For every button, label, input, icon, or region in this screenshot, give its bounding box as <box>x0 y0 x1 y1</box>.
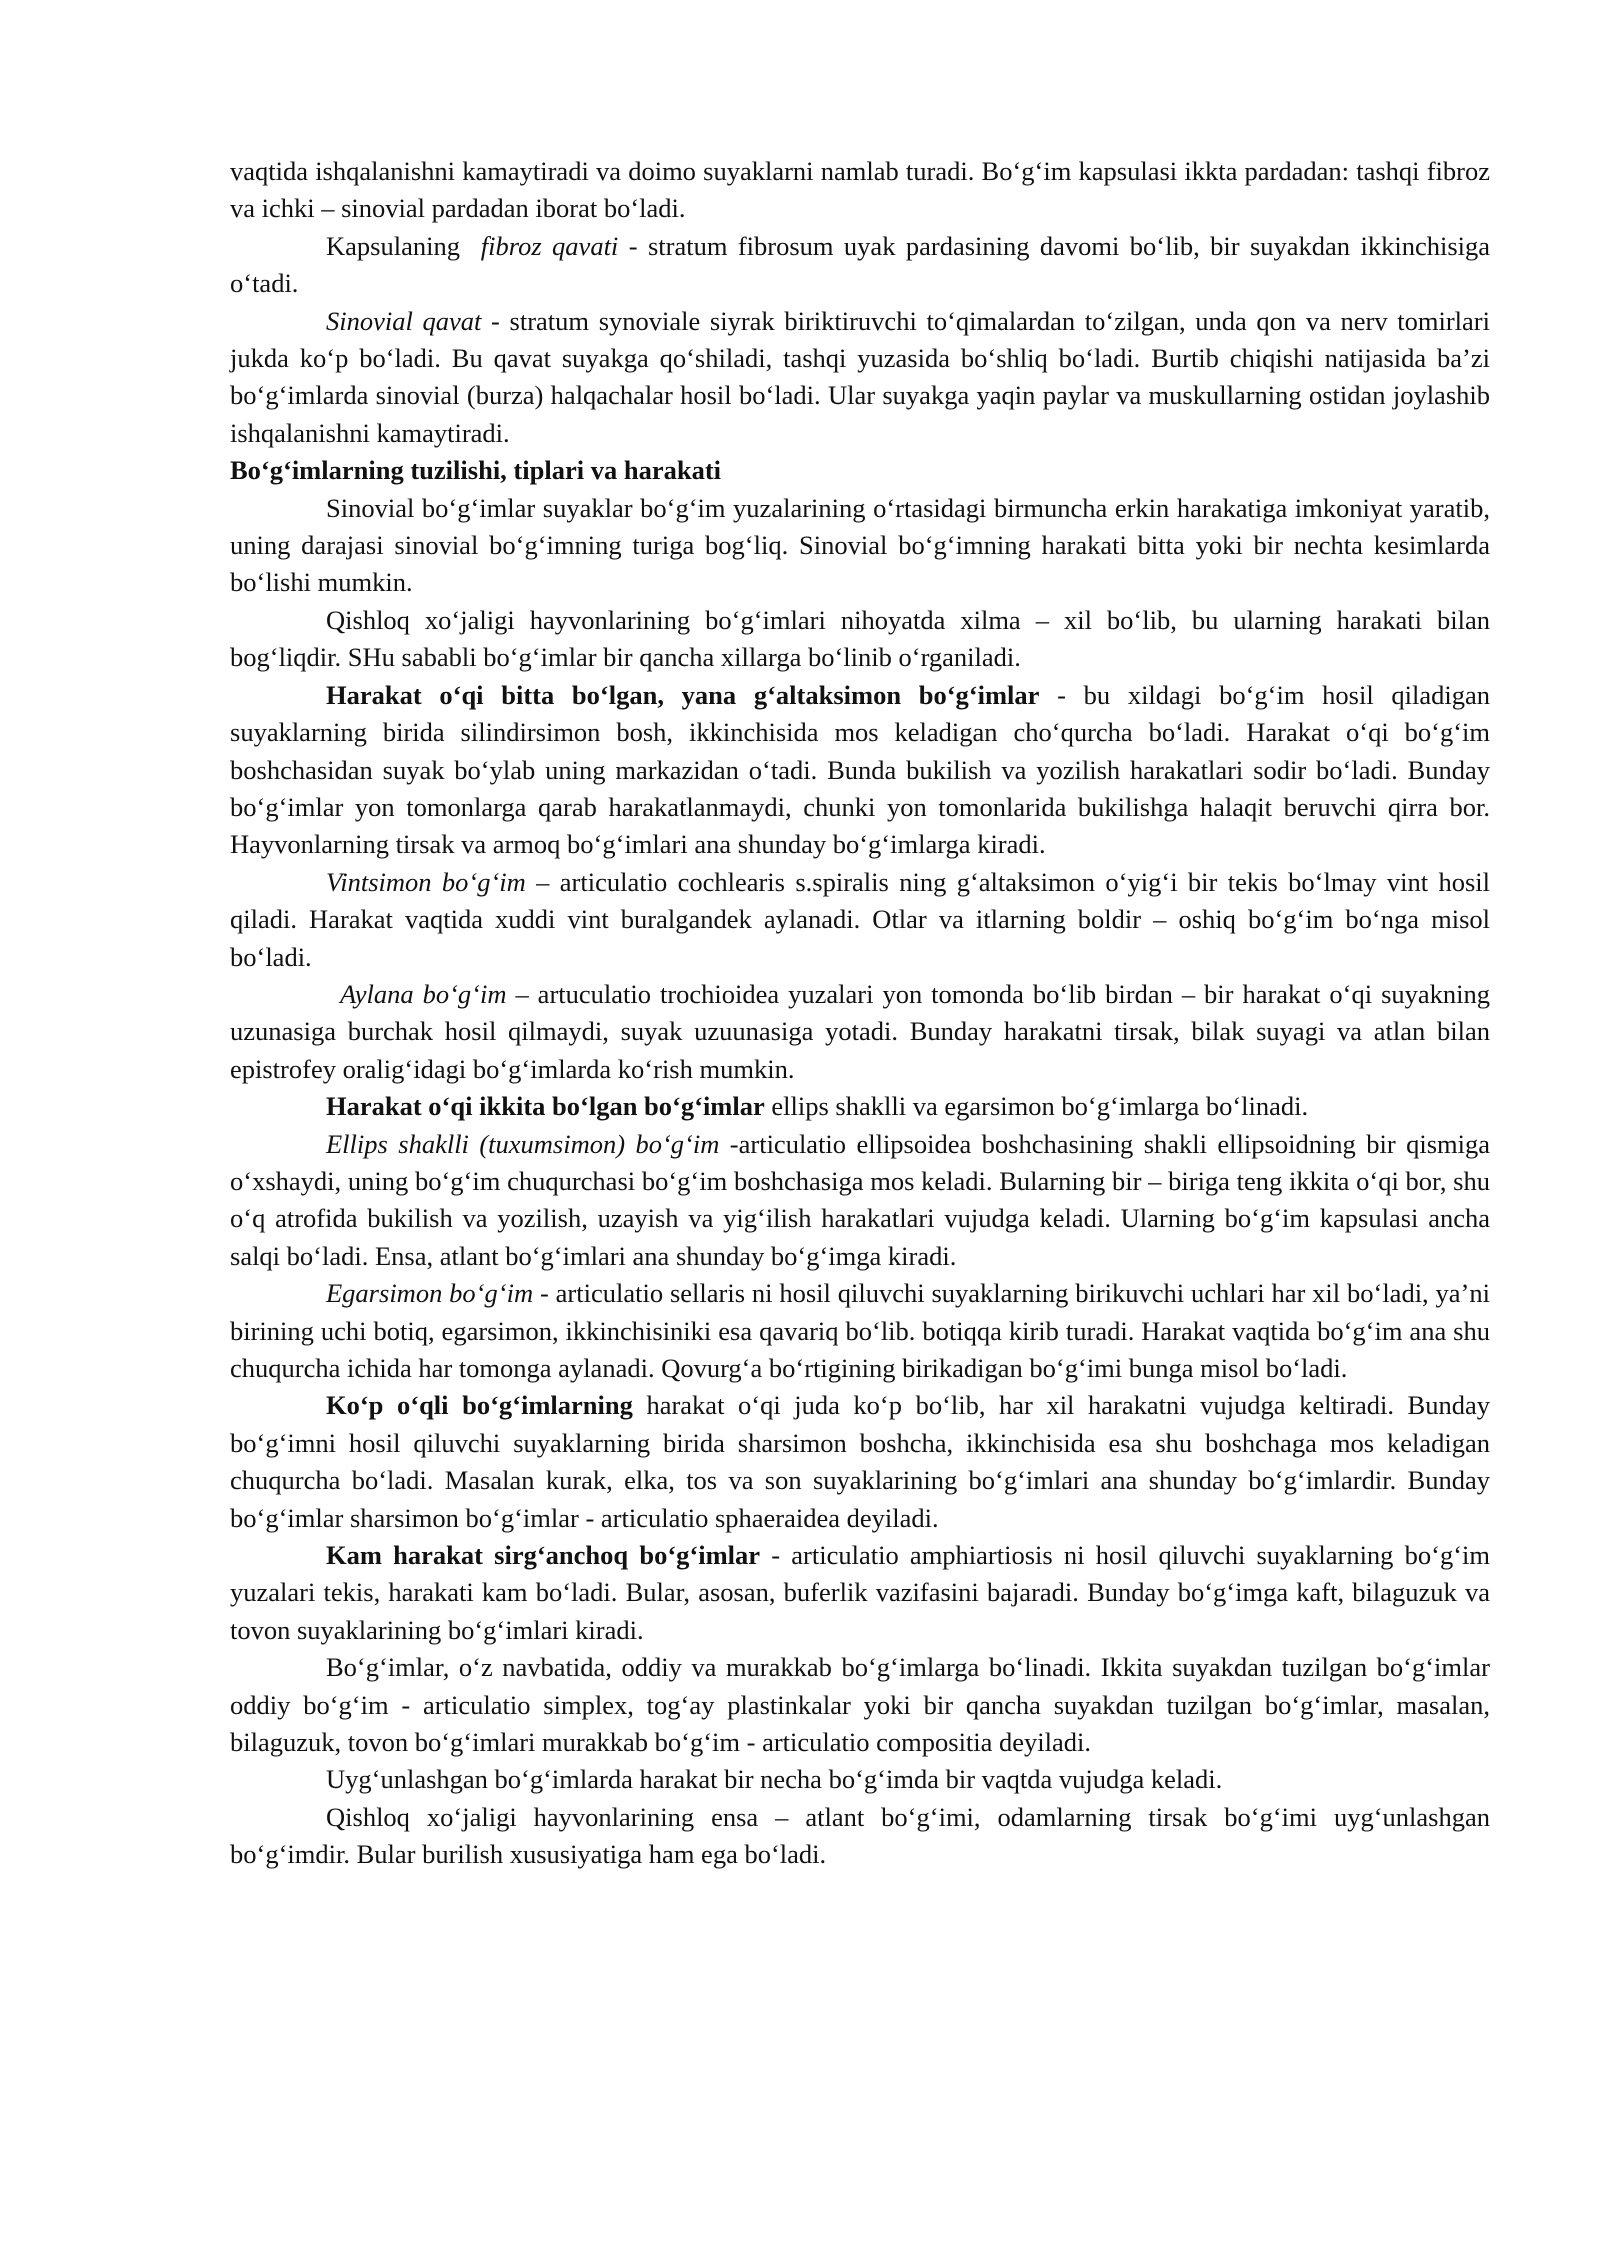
paragraph-synovial-layer <box>230 303 1490 453</box>
paragraph-text: Qishloq xo‘jaligi hayvonlarining bo‘g‘imlari nihoyatda xilma – xil bo‘lib, bu ularning harakati bilan bog‘liqdir. SHu sababli bo‘g‘imlar bir qancha xillarga bo‘linib o‘rganiladi. <box>230 604 1490 673</box>
paragraph-simple-compound <box>230 1649 1490 1761</box>
paragraph-text: vaqtida ishqalanishni kamaytiradi va doimo suyaklarni namlab turadi. Bo‘g‘im kapsulasi ikkta pardadan: tashqi fibroz va ichki – sinovial pardadan iborat bo‘ladi. <box>230 156 1490 224</box>
paragraph-text: Bo‘g‘imlar, o‘z navbatida, oddiy va murakkab bo‘g‘imlarga bo‘linadi. Ikkita suyakdan tuzilgan bo‘g‘imlar oddiy bo‘g‘im - articulatio simplex, tog‘ay plastinkalar yoki bir qancha suyakdan tuzilgan bo‘g‘imlar, masalan, bilaguzuk, tovon bo‘g‘imlari murakkab bo‘g‘im - articulatio compositia deyiladi. <box>230 1652 1490 1758</box>
paragraph-text: – articulatio cochlearis s.spiralis ning g‘altaksimon o‘yig‘i bir tekis bo‘lmay vint hosil qiladi. Harakat vaqtida xuddi vint buralgandek aylanadi. Otlar va itlarning boldir – oshiq bo‘g‘im bo‘nga misol bo‘ladi. <box>230 866 1490 972</box>
term-fibrous-layer: fibroz qavati <box>480 230 619 261</box>
paragraph-saddle-joint <box>230 1275 1490 1387</box>
term-plane-joints: Kam harakat sirg‘anchoq bo‘g‘imlar <box>326 1540 761 1571</box>
term-biaxial-joints: Harakat o‘qi ikkita bo‘lgan bo‘g‘imlar <box>326 1091 765 1122</box>
document-page <box>230 153 1490 1874</box>
paragraph-text: harakat o‘qi juda ko‘p bo‘lib, har xil harakatni vujudga keltiradi. Bunday bo‘g‘imni hosil qiluvchi suyaklarning birida sharsimon boshcha, ikkinchisida esa shu boshchaga mos keladigan chuqurcha bo‘ladi. Masalan kurak, elka, tos va son suyaklarining bo‘g‘imlari ana shunday bo‘g‘imlardir. Bunday bo‘g‘imlar sharsimon bo‘g‘imlar - articulatio sphaeraidea deyiladi. <box>230 1390 1490 1533</box>
paragraph-text: - bu xildagi bo‘g‘im hosil qiladigan suyaklarning birida silindirsimon bosh, ikkinchisida mos keladigan cho‘qurcha bo‘ladi. Harakat o‘qi bo‘g‘im boshchasidan suyak bo‘ylab uning markazidan o‘tadi. Bunda bukilish va yozilish harakatlari sodir bo‘ladi. Bunday bo‘g‘imlar yon tomonlarga qarab harakatlanmaydi, chunki yon tomonlarida bukilishga halaqit beruvchi qirra bor. Hayvonlarning tirsak va armoq bo‘g‘imlari ana shunday bo‘g‘imlarga kiradi. <box>230 679 1490 860</box>
paragraph-biaxial-joints <box>230 1088 1490 1125</box>
paragraph-pivot-joint <box>230 976 1490 1088</box>
paragraph-lead-plain: Kapsulaning <box>326 230 460 261</box>
paragraph-text: ellips shaklli va egarsimon bo‘g‘imlarga bo‘linadi. <box>764 1091 1309 1122</box>
paragraph-text: Sinovial bo‘g‘imlar suyaklar bo‘g‘im yuzalarining o‘rtasidagi birmuncha erkin harakatiga imkoniyat yaratib, uning darajasi sinovial bo‘g‘imning turiga bog‘liq. Sinovial bo‘g‘imning harakati bitta yoki bir nechta kesimlarda bo‘lishi mumkin. <box>230 492 1490 598</box>
paragraph-farm-animals <box>230 602 1490 677</box>
paragraph-text: - stratum fibrosum uyak pardasining davomi bo‘lib, bir suyakdan ikkinchisiga o‘tadi. <box>230 230 1491 299</box>
paragraph-spiral-joint <box>230 864 1490 976</box>
paragraph-text: - articulatio sellaris ni hosil qiluvchi suyaklarning birikuvchi uchlari har xil bo‘ladi, ya’ni birining uchi botiq, egarsimon, ikkinchisiniki esa qavariq bo‘lib. botiqqa kirib turadi. Harakat vaqtida bo‘g‘im ana shu chuqurcha ichida har tomonga aylanadi. Qovurg‘a bo‘rtigining birikadigan bo‘g‘imi bunga misol bo‘ladi. <box>230 1278 1490 1383</box>
paragraph-fibrous-layer <box>230 228 1490 303</box>
paragraph-capsule-intro <box>230 153 1490 228</box>
paragraph-text: Uyg‘unlashgan bo‘g‘imlarda harakat bir necha bo‘g‘imda bir vaqtda vujudga keladi. <box>326 1764 1223 1795</box>
term-pivot-joint: Aylana bo‘g‘im <box>340 978 507 1009</box>
term-uniaxial-joints: Harakat o‘qi bitta bo‘lgan, yana g‘altaksimon bo‘g‘imlar <box>326 679 1040 710</box>
paragraph-text: – artuculatio trochioidea yuzalari yon tomonda bo‘lib birdan – bir harakat o‘qi suyakning uzunasiga burchak hosil qilmaydi, suyak uzuunasiga yotadi. Bunday harakatni tirsak, bilak suyagi va atlan bilan epistrofey oralig‘idagi bo‘g‘imlarda ko‘rish mumkin. <box>230 978 1491 1084</box>
paragraph-combined-joints <box>230 1761 1490 1798</box>
paragraph-uniaxial-joints <box>230 677 1490 864</box>
section-heading: Bo‘g‘imlarning tuzilishi, tiplari va harakati <box>230 455 722 486</box>
paragraph-multiaxial-joints <box>230 1387 1490 1537</box>
term-multiaxial-joints: Ko‘p o‘qli bo‘g‘imlarning <box>326 1390 633 1421</box>
term-saddle-joint: Egarsimon bo‘g‘im <box>326 1278 534 1309</box>
paragraph-plane-joints <box>230 1537 1490 1649</box>
paragraph-text: - articulatio amphiartiosis ni hosil qiluvchi suyaklarning bo‘g‘im yuzalari tekis, harakati kam bo‘ladi. Bular, asosan, buferlik vazifasini bajaradi. Bunday bo‘g‘imga kaft, bilaguzuk va tovon suyaklarining bo‘g‘imlari kiradi. <box>230 1540 1491 1645</box>
term-synovial-layer: Sinovial qavat <box>326 305 482 336</box>
paragraph-ellipsoid-joint <box>230 1126 1490 1276</box>
paragraph-combined-examples <box>230 1799 1490 1874</box>
paragraph-text: Qishloq xo‘jaligi hayvonlarining ensa – atlant bo‘g‘imi, odamlarning tirsak bo‘g‘imi uyg‘unlashgan bo‘g‘imdir. Bular burilish xususiyatiga ham ega bo‘ladi. <box>230 1801 1490 1870</box>
paragraph-synovial-joints <box>230 490 1490 602</box>
paragraph-text: -articulatio ellipsoidea boshchasining shakli ellipsoidning bir qismiga o‘xshaydi, uning bo‘g‘im chuqurchasi bo‘g‘im boshchasiga mos keladi. Bularning bir – biriga teng ikkita o‘qi bor, shu o‘q atrofida bukilish va yozilish, uzayish va yig‘ilish harakatlari vujudga keladi. Ularning bo‘g‘im kapsulasi ancha salqi bo‘ladi. Ensa, atlant bo‘g‘imlari ana shunday bo‘g‘imga kiradi. <box>230 1128 1490 1271</box>
term-spiral-joint: Vintsimon bo‘g‘im <box>326 866 526 897</box>
term-ellipsoid-joint: Ellips shaklli (tuxumsimon) bo‘g‘im <box>326 1128 720 1159</box>
paragraph-text: - stratum synoviale siyrak biriktiruvchi to‘qimalardan to‘zilgan, unda qon va nerv tomirlari jukda ko‘p bo‘ladi. Bu qavat suyakga qo‘shiladi, tashqi yuzasida bo‘shliq bo‘ladi. Burtib chiqishi natijasida ba’zi bo‘g‘imlarda sinovial (burza) halqachalar hosil bo‘ladi. Ular suyakga yaqin paylar va muskullarning ostidan joylashib ishqalanishni kamaytiradi. <box>230 305 1490 448</box>
